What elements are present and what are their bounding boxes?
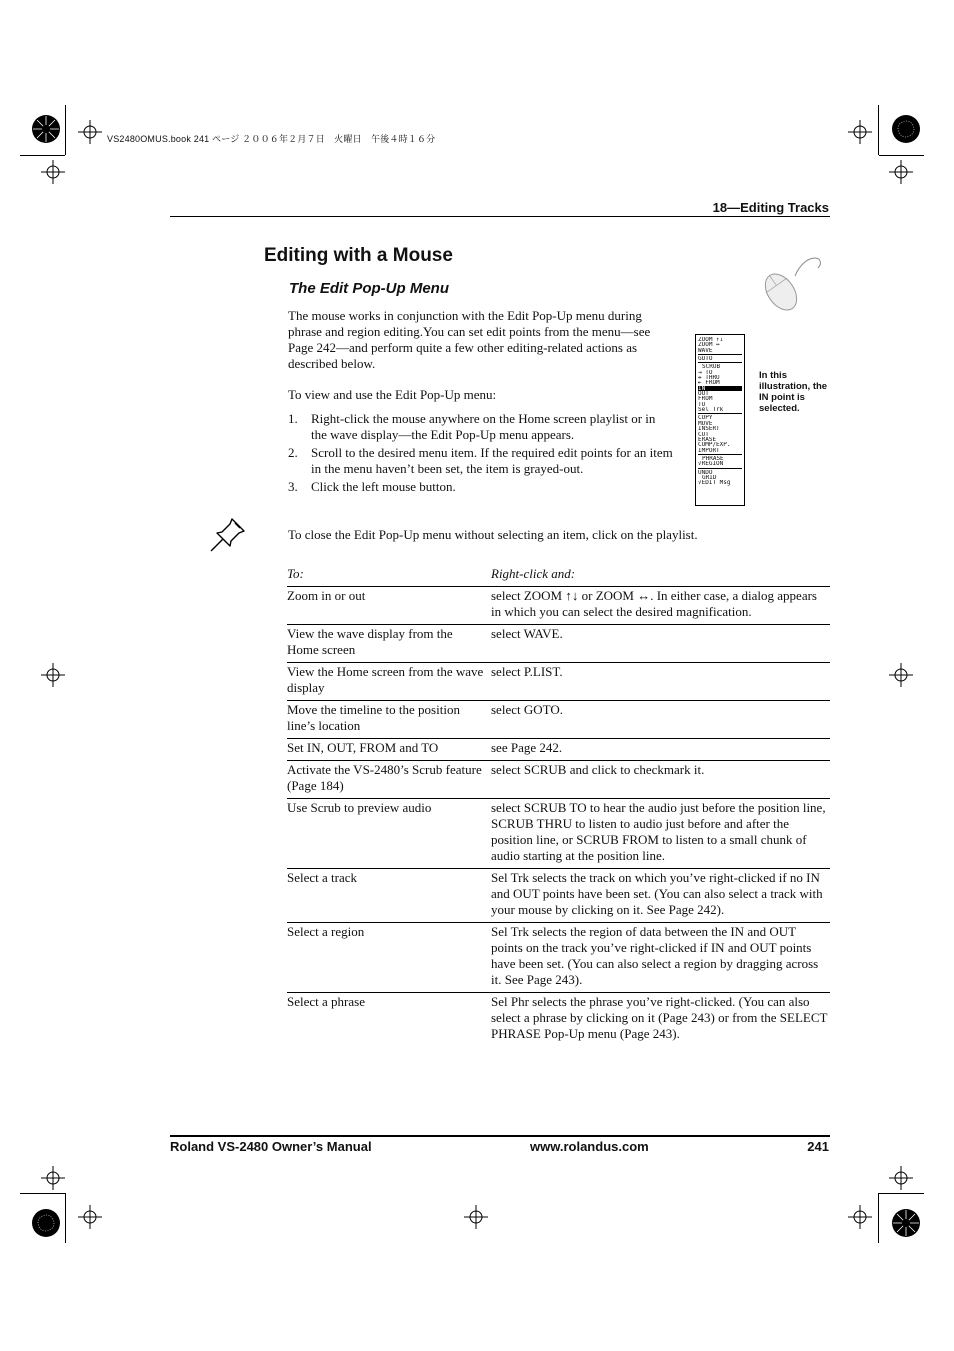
menu-item: CUT	[698, 431, 709, 437]
column-header: To:	[287, 565, 491, 587]
crosshair-icon	[41, 663, 65, 687]
header-rule	[170, 216, 830, 217]
menu-item: GRID	[702, 474, 717, 481]
website-link[interactable]: www.rolandus.com	[530, 1139, 649, 1154]
table-row	[287, 761, 830, 799]
table-header-row	[287, 565, 830, 587]
crosshair-icon	[41, 160, 65, 184]
table-cell: Set IN, OUT, FROM and TO	[287, 739, 491, 761]
menu-item: ZOOM ↑↓	[698, 337, 724, 343]
manual-title: Roland VS-2480 Owner’s Manual	[170, 1139, 372, 1154]
table-row	[287, 869, 830, 923]
table-cell: Select a phrase	[287, 994, 365, 1009]
menu-separator	[698, 413, 742, 414]
registration-mark-icon	[890, 113, 922, 145]
table-cell: select SCRUB TO to hear the audio just before the position line, SCRUB THRU to listen to audio just before and after the position line, or SCRUB FROM to listen to a small chunk of audio starting at the position line.	[491, 799, 830, 869]
menu-item: GOTO	[698, 356, 713, 362]
menu-item: FROM	[698, 396, 713, 402]
table-cell: Select a region	[287, 923, 491, 993]
menu-item: COMP/EXP.	[698, 442, 731, 448]
menu-item: TO	[698, 401, 706, 408]
registration-mark-icon	[890, 1207, 922, 1239]
action-table	[287, 565, 830, 1046]
menu-separator	[698, 454, 742, 455]
menu-item: INSERT	[698, 426, 720, 432]
table-cell: Sel Trk selects the region of data between the IN and OUT points on the track you’ve right-clicked if IN and OUT points have been set. (You can also select a region by dragging across it. See Page 243).	[491, 923, 830, 993]
menu-item: ZOOM ↔	[698, 342, 720, 348]
table-cell: Activate the VS-2480’s Scrub feature (Page 184)	[287, 761, 491, 799]
menu-item: ERASE	[698, 436, 717, 443]
table-cell: View the Home screen from the wave display	[287, 663, 491, 701]
mouse-icon	[755, 254, 825, 316]
steps-list	[288, 411, 673, 497]
edit-popup-menu	[695, 334, 745, 506]
step-text: Scroll to the desired menu item. If the required edit points for an item in the menu haven’t been set, the item is grayed-out.	[311, 445, 673, 476]
menu-item: MOVE	[698, 420, 713, 427]
crosshair-icon	[78, 120, 102, 144]
table-row	[287, 923, 830, 993]
menu-item-selected: IN	[698, 386, 742, 391]
crosshair-icon	[848, 1205, 872, 1229]
menu-item: WAVE	[698, 347, 713, 354]
table-cell: select P.LIST.	[491, 663, 830, 701]
table-cell: see Page 242.	[491, 739, 830, 761]
pushpin-icon	[208, 516, 248, 554]
table-row	[287, 587, 830, 625]
note-text: To close the Edit Pop-Up menu without selecting an item, click on the playlist.	[288, 527, 698, 542]
intro-paragraph: The mouse works in conjunction with the Edit Pop-Up menu during phrase and region editing.You can set edit points from the menu—see Page 242—and perform quite a few other editing-related actions as described below.	[288, 308, 651, 371]
table-cell: Sel Phr selects the phrase you’ve right-clicked. (You can also select a phrase by clicking on it (Page 243) or from the SELECT PHRASE Pop-Up menu (Page 243).	[491, 994, 828, 1041]
table-cell: Sel Trk selects the track on which you’ve right-clicked if no IN and OUT points have been set. (You can also select a track with your mouse by clicking on it. See Page 242).	[491, 869, 830, 923]
column-header: Right-click and:	[491, 565, 830, 587]
menu-item: ⇤ FROM	[698, 380, 720, 386]
table-row	[287, 625, 830, 663]
table-cell: View the wave display from the Home screen	[287, 625, 491, 663]
menu-item: √REGION	[698, 461, 724, 467]
section-title: Editing with a Mouse	[264, 245, 453, 266]
registration-mark-icon	[30, 113, 62, 145]
table-cell: Use Scrub to preview audio	[287, 799, 491, 869]
table-cell: select WAVE.	[491, 625, 830, 663]
menu-item: COPY	[698, 415, 713, 421]
list-item	[288, 411, 673, 443]
table-row	[287, 993, 830, 1047]
crosshair-icon	[889, 160, 913, 184]
step-number: 2.	[288, 445, 298, 460]
menu-item: ⇹ THRU	[698, 375, 720, 381]
step-number: 1.	[288, 411, 298, 426]
chapter-title: 18—Editing Tracks	[712, 200, 829, 215]
menu-separator	[698, 468, 742, 469]
step-text: Right-click the mouse anywhere on the Home screen playlist or in the wave display—the Edit Pop-Up menu appears.	[311, 411, 656, 442]
subsection-title: The Edit Pop-Up Menu	[289, 280, 449, 297]
list-item	[288, 479, 673, 495]
menu-separator	[698, 362, 742, 363]
step-number: 3.	[288, 479, 298, 494]
crosshair-icon	[41, 1166, 65, 1190]
menu-item: IMPORT	[698, 447, 720, 453]
menu-item: SCRUB	[702, 364, 721, 370]
list-item	[288, 445, 673, 477]
table-cell: select SCRUB and click to checkmark it.	[491, 761, 830, 799]
table-row	[287, 799, 830, 869]
menu-item: Sel Trk	[698, 407, 724, 413]
menu-item: UNDO	[698, 469, 713, 475]
crosshair-icon	[464, 1205, 488, 1229]
illustration-caption: In this illustration, the IN point is selected.	[759, 370, 828, 414]
table-row	[287, 739, 830, 761]
crosshair-icon	[889, 663, 913, 687]
table-cell: Select a track	[287, 869, 491, 923]
menu-item: OUT	[698, 391, 709, 397]
menu-item: ⇥ TO	[698, 369, 713, 376]
table-row	[287, 663, 830, 701]
menu-separator	[698, 354, 742, 355]
footer-rule	[170, 1135, 830, 1137]
menu-item: PHRASE	[702, 455, 724, 462]
crosshair-icon	[889, 1166, 913, 1190]
table-cell: select GOTO.	[491, 701, 830, 739]
registration-mark-icon	[30, 1207, 62, 1239]
file-meta: VS2480OMUS.book 241 ページ ２００６年２月７日 火曜日 午後４時１６分	[107, 134, 436, 144]
table-cell: Move the timeline to the position line’s location	[287, 701, 491, 739]
menu-item: √EDIT Msg	[698, 480, 731, 486]
page-number: 241	[807, 1139, 829, 1154]
table-row	[287, 701, 830, 739]
crosshair-icon	[78, 1205, 102, 1229]
crosshair-icon	[848, 120, 872, 144]
instruction-lead: To view and use the Edit Pop-Up menu:	[288, 387, 497, 402]
step-text: Click the left mouse button.	[311, 479, 456, 494]
table-cell: select ZOOM ↑↓ or ZOOM ↔. In either case, a dialog appears in which you can select the desired magnification.	[491, 587, 830, 625]
table-cell: Zoom in or out	[287, 587, 491, 625]
